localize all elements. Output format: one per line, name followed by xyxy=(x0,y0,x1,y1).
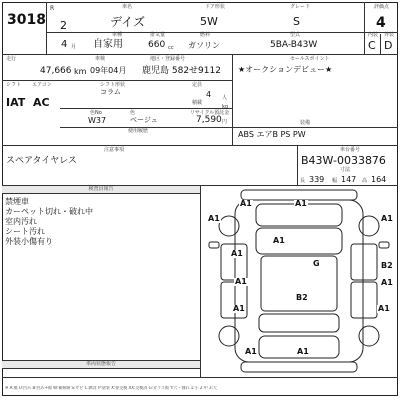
inspection: 09年04月 xyxy=(90,66,127,75)
recycle-fee: 7,590 xyxy=(196,115,222,125)
cc-label: 排気量 xyxy=(150,32,166,38)
damage-mark: A1 xyxy=(208,214,220,223)
damage-mark: G xyxy=(313,259,320,268)
mileage-label: 走行 xyxy=(6,56,17,62)
seats: 4 xyxy=(206,90,212,99)
inspector-list xyxy=(5,197,93,247)
damage-mark: A1 xyxy=(231,249,243,258)
damage-mark: A1 xyxy=(297,347,309,356)
report-header: 車両状態報告 xyxy=(2,360,200,369)
seats-label: 定員 xyxy=(192,82,203,88)
equipment: ABS エアB PS PW xyxy=(238,130,306,139)
damage-mark: A1 xyxy=(233,304,245,313)
inspector-header: 検査員報告 xyxy=(2,185,200,194)
damage-mark: B2 xyxy=(296,293,308,302)
damage-mark: A1 xyxy=(235,277,247,286)
ac: AC xyxy=(33,96,50,109)
exterior-label: 外装 xyxy=(384,32,395,38)
mileage-unit: km xyxy=(74,67,87,76)
month: 4 xyxy=(61,39,68,50)
shift-label: シフト xyxy=(6,82,22,88)
color: ベージュ xyxy=(130,116,158,124)
exterior-grade: D xyxy=(384,39,393,52)
equipment-label: 装備 xyxy=(300,120,311,126)
model-name: デイズ xyxy=(110,15,146,29)
color-label: 色 xyxy=(130,110,136,116)
year-prefix: R xyxy=(50,5,55,12)
load-unit: kg xyxy=(222,104,229,110)
wheel-front-right xyxy=(359,216,379,236)
use-label: 車種 xyxy=(112,32,123,38)
damage-mark: A1 xyxy=(240,199,252,208)
rear-window-outline xyxy=(259,314,339,332)
color-no-label: 色No xyxy=(90,110,102,116)
score-label: 評価点 xyxy=(374,4,390,10)
width: 147 xyxy=(341,175,357,184)
grade: S xyxy=(293,15,300,28)
wheel-rear-left xyxy=(219,326,239,346)
fuel: ガソリン xyxy=(188,41,220,50)
location-label: 地区・登録番号 xyxy=(150,56,186,62)
wheel-rear-right xyxy=(359,326,379,346)
length: 339 xyxy=(309,175,325,184)
footer-legend: ※ A:傷 U:凹み B:凹み+傷 W:補修跡 S:サビ C:腐食 P:塗装 X:要交換 XX:交換済 G:ガラス傷 Y:穴・割れ 1:小 2:中 3:大 xyxy=(5,386,217,390)
type-label: 型式 xyxy=(290,32,301,38)
history-label: 使用履歴 xyxy=(128,128,149,134)
damage-mark: A1 xyxy=(295,199,307,208)
notes-label: 注意事項 xyxy=(104,147,125,153)
doors: 5W xyxy=(200,15,218,28)
rear-bumper xyxy=(241,362,357,372)
damage-mark: A1 xyxy=(381,214,393,223)
score: 4 xyxy=(376,15,386,31)
inspector-line: 室内汚れ xyxy=(5,217,37,226)
damage-mark: A1 xyxy=(273,236,285,245)
month-suffix: 月 xyxy=(71,44,77,50)
mirror-right xyxy=(379,242,389,248)
door-label: ドア形状 xyxy=(205,4,225,10)
recycle-unit: 円 xyxy=(222,119,228,125)
chassis-number: B43W-0033876 xyxy=(301,154,386,167)
car-body-outline xyxy=(235,200,363,362)
shape-label: シフト形状 xyxy=(100,82,126,88)
mirror-left xyxy=(209,242,219,248)
inspection-label: 車検 xyxy=(95,56,106,62)
damage-mark: A1 xyxy=(378,304,390,313)
selling-points-label: セールスポイント xyxy=(290,56,330,62)
inspector-line: 外装小傷有り xyxy=(5,237,53,246)
inspector-line: 禁煙車 xyxy=(5,197,29,206)
right-rear-door xyxy=(351,282,377,318)
selling-points: ★オークションデビュー★ xyxy=(238,65,333,74)
inspector-line: シート汚れ xyxy=(5,227,45,236)
interior-label: 内装 xyxy=(368,32,379,38)
location: 鹿児島 582せ9112 xyxy=(142,66,221,76)
shift-type: コラム xyxy=(100,88,121,96)
length-prefix: 長 xyxy=(300,178,306,184)
damage-mark: B2 xyxy=(381,261,393,270)
mileage: 47,666 xyxy=(40,66,72,76)
lot-number: 3018 xyxy=(7,12,46,28)
ac-label: エアコン xyxy=(32,82,52,88)
inspector-line: カーペット切れ・破れ中 xyxy=(5,207,93,216)
width-prefix: 幅 xyxy=(332,178,338,184)
maker-label: 車名 xyxy=(122,4,133,10)
load-label: 積載 xyxy=(192,100,203,106)
damage-mark: A1 xyxy=(381,278,393,287)
cc-unit: cc xyxy=(168,45,174,51)
roof-outline xyxy=(261,256,337,311)
fuel-label: 燃料 xyxy=(200,32,211,38)
price-label: リサイクル預託金 xyxy=(190,110,230,116)
grade-label: グレード xyxy=(290,4,311,10)
size-label: 寸法 xyxy=(340,167,351,173)
transmission: IAT xyxy=(6,96,26,109)
year: 2 xyxy=(60,19,67,32)
notes-text: スペアタイヤレス xyxy=(6,156,77,166)
height: 164 xyxy=(371,175,387,184)
chassis-label: 車台番号 xyxy=(340,147,361,153)
right-front-door xyxy=(351,244,377,280)
wheel-front-left xyxy=(219,216,239,236)
height-prefix: 高 xyxy=(362,178,368,184)
displacement: 660 xyxy=(148,40,166,50)
damage-mark: A1 xyxy=(245,347,257,356)
model-code: 5BA-B43W xyxy=(270,40,318,50)
windshield-outline xyxy=(256,228,342,254)
usage: 自家用 xyxy=(93,39,123,50)
color-code: W37 xyxy=(88,116,107,125)
seats-unit: 人 xyxy=(222,95,228,101)
interior-grade: C xyxy=(368,39,376,52)
